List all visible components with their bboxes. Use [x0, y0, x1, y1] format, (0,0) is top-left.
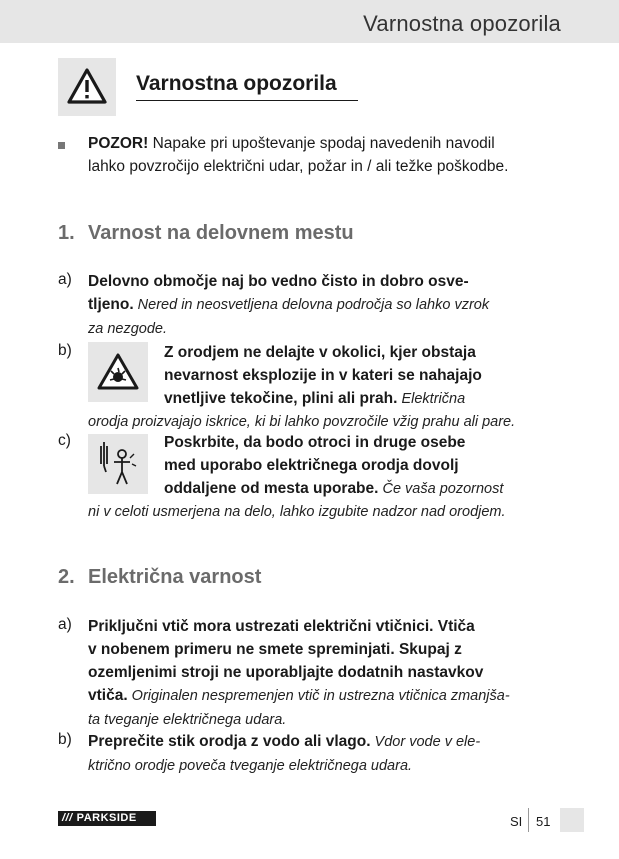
- pozor-text-line2: lahko povzročijo električni udar, požar in / ali težke poškodbe.: [88, 158, 509, 175]
- s1c-line1: Poskrbite, da bodo otroci in druge osebe: [164, 434, 466, 451]
- section2-title: Električna varnost: [88, 566, 262, 588]
- section2-number: 2.: [58, 566, 75, 588]
- header-title: Varnostna opozorila: [363, 11, 561, 36]
- s1a-line2-bold: tljeno.: [88, 296, 134, 313]
- pozor-label: POZOR!: [88, 135, 149, 152]
- warning-icon-box: [58, 58, 116, 116]
- section2-item-b: [88, 730, 480, 778]
- s1c-line4-italic: ni v celoti usmerjena na delo, lahko izgubite nadzor nad orodjem.: [88, 504, 506, 520]
- item-label: a): [58, 271, 72, 288]
- section1-heading: [58, 222, 354, 245]
- keep-children-away-icon: [88, 434, 148, 494]
- section1-item-b-head: [164, 341, 482, 411]
- s1a-line3-italic: za nezgode.: [88, 321, 168, 337]
- section1-title: Varnost na delovnem mestu: [88, 222, 354, 244]
- s2a-line3: ozemljenimi stroji ne uporabljajte dodatnih nastavkov: [88, 664, 484, 681]
- section2-heading: [58, 566, 261, 589]
- explosion-icon-box: [88, 342, 148, 402]
- s2b-line1-bold: Preprečite stik orodja z vodo ali vlago.: [88, 733, 371, 750]
- s2a-line5-italic: ta tveganje električnega udara.: [88, 712, 287, 728]
- s2a-line2: v nobenem primeru ne smete spreminjati. Skupaj z: [88, 641, 462, 658]
- bullet-square-icon: [58, 142, 65, 149]
- footer-divider: [528, 808, 529, 832]
- s2b-line1-italic: Vdor vode v ele-: [370, 734, 481, 750]
- s1b-line4-italic: orodja proizvajajo iskrice, ki bi lahko povzročile vžig prahu ali pare.: [88, 414, 516, 430]
- section1-item-c-head: [164, 431, 503, 501]
- s1a-line2-italic: Nered in neosvetljena delovna področja so lahko vzrok: [133, 297, 490, 313]
- pozor-text-line1: Napake pri upoštevanje spodaj navedenih navodil: [148, 135, 495, 152]
- logo-text: PARKSIDE: [76, 812, 137, 824]
- section2-item-a: [88, 615, 510, 732]
- s2a-line4-bold: vtiča.: [88, 687, 128, 704]
- section1-item-a: [88, 270, 489, 341]
- item-label: b): [58, 731, 72, 748]
- header-band: [0, 0, 619, 43]
- warning-triangle-icon: [66, 67, 108, 105]
- s1c-line3-italic: Če vaša pozornost: [378, 481, 504, 497]
- section1-number: 1.: [58, 222, 75, 244]
- s1a-line1: Delovno območje naj bo vedno čisto in dobro osve-: [88, 273, 469, 290]
- item-label: a): [58, 616, 72, 633]
- page-number: 51: [536, 814, 551, 829]
- logo-slashes: ///: [62, 812, 73, 824]
- s1b-line3-bold: vnetljive tekočine, plini ali prah.: [164, 390, 398, 407]
- language-code: SI: [510, 814, 523, 829]
- s2a-line4-italic: Originalen nespremenjen vtič in ustrezna vtičnica zmanjša-: [127, 688, 510, 704]
- warning-heading: Varnostna opozorila: [136, 72, 358, 101]
- item-label: c): [58, 432, 71, 449]
- item-label: b): [58, 342, 72, 359]
- s1b-line3-italic: Električna: [397, 391, 466, 407]
- s1c-line2: med uporabo električnega orodja dovolj: [164, 457, 459, 474]
- brand-logo: [58, 811, 156, 826]
- s1b-line1: Z orodjem ne delajte v okolici, kjer obstaja: [164, 344, 476, 361]
- s1c-line3-bold: oddaljene od mesta uporabe.: [164, 480, 379, 497]
- s1b-line2: nevarnost eksplozije in v kateri se nahajajo: [164, 367, 482, 384]
- pozor-paragraph: [88, 132, 508, 178]
- explosion-hazard-icon: [88, 342, 148, 402]
- children-icon-box: [88, 434, 148, 494]
- s2b-line2-italic: ktrično orodje poveča tveganje električnega udara.: [88, 758, 413, 774]
- s2a-line1: Priključni vtič mora ustrezati električni vtičnici. Vtiča: [88, 618, 475, 635]
- footer-corner-box: [560, 808, 584, 832]
- section1-item-c-tail: [88, 500, 506, 524]
